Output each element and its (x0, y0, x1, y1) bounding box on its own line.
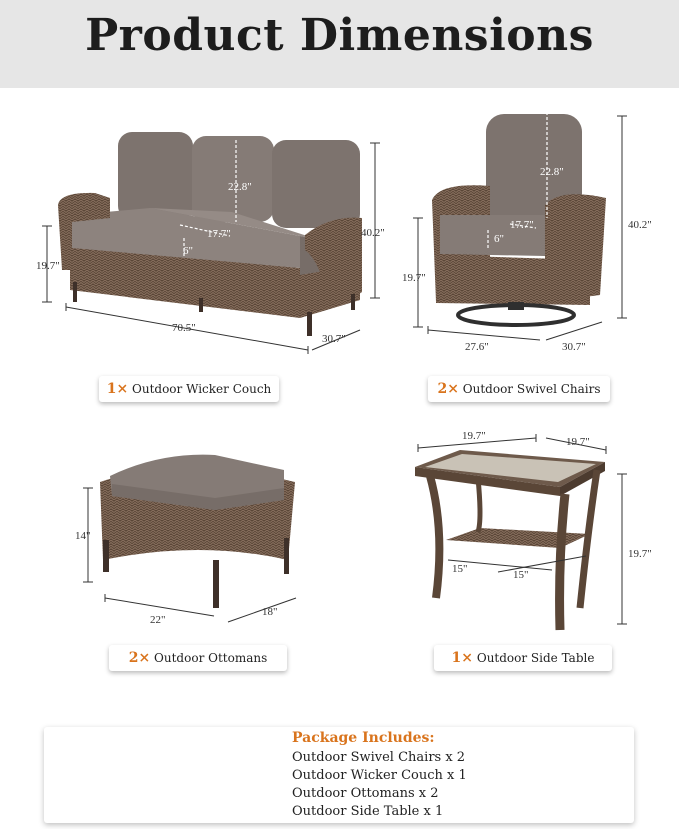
chair-width: 27.6" (465, 341, 489, 353)
chair-cushion: 6" (494, 233, 504, 245)
chair-label-text: Outdoor Swivel Chairs (462, 382, 601, 396)
table-height: 19.7" (628, 548, 652, 560)
chair-seat-height: 19.7" (402, 272, 426, 284)
couch-qty: 1× (106, 381, 129, 397)
ottoman-height: 14" (75, 530, 91, 542)
package-item: Outdoor Wicker Couch x 1 (292, 768, 467, 783)
package-includes-panel (44, 727, 634, 823)
couch-depth: 30.7" (322, 333, 346, 345)
chair-total-height: 40.2" (628, 219, 652, 231)
couch-seat-height: 19.7" (36, 260, 60, 272)
table-shelf-width: 15" (452, 563, 468, 575)
ottoman-image (83, 455, 296, 622)
chair-qty: 2× (437, 381, 459, 397)
chair-back-height: 22.8" (540, 166, 564, 178)
couch-width: 70.5" (172, 322, 196, 334)
chair-label (428, 376, 610, 402)
ottoman-width: 22" (150, 614, 166, 626)
couch-cushion: 6" (183, 245, 193, 257)
package-item: Outdoor Ottomans x 2 (292, 786, 439, 801)
table-label (434, 645, 612, 671)
page-title: Product Dimensions (85, 10, 594, 61)
couch-back-height: 22.8" (228, 181, 252, 193)
package-item: Outdoor Swivel Chairs x 2 (292, 750, 466, 765)
couch-label (99, 376, 279, 402)
table-width: 19.7" (462, 430, 486, 442)
package-title: Package Includes: (292, 730, 435, 746)
table-depth: 19.7" (566, 436, 590, 448)
couch-seat-depth: 17.7" (207, 228, 231, 240)
table-qty: 1× (451, 650, 474, 666)
side-table-image (415, 434, 627, 630)
table-label-text: Outdoor Side Table (476, 651, 595, 665)
table-shelf-depth: 15" (513, 569, 529, 581)
ottoman-label-text: Outdoor Ottomans (154, 651, 268, 665)
ottoman-qty: 2× (128, 650, 151, 666)
couch-total-height: 40.2" (361, 227, 385, 239)
ottoman-depth: 18" (262, 606, 278, 618)
chair-seat-depth: 17.7" (510, 219, 534, 231)
couch-image (42, 132, 380, 354)
ottoman-label (109, 645, 287, 671)
package-item: Outdoor Side Table x 1 (292, 804, 444, 819)
chair-depth: 30.7" (562, 341, 586, 353)
couch-label-text: Outdoor Wicker Couch (132, 382, 272, 396)
